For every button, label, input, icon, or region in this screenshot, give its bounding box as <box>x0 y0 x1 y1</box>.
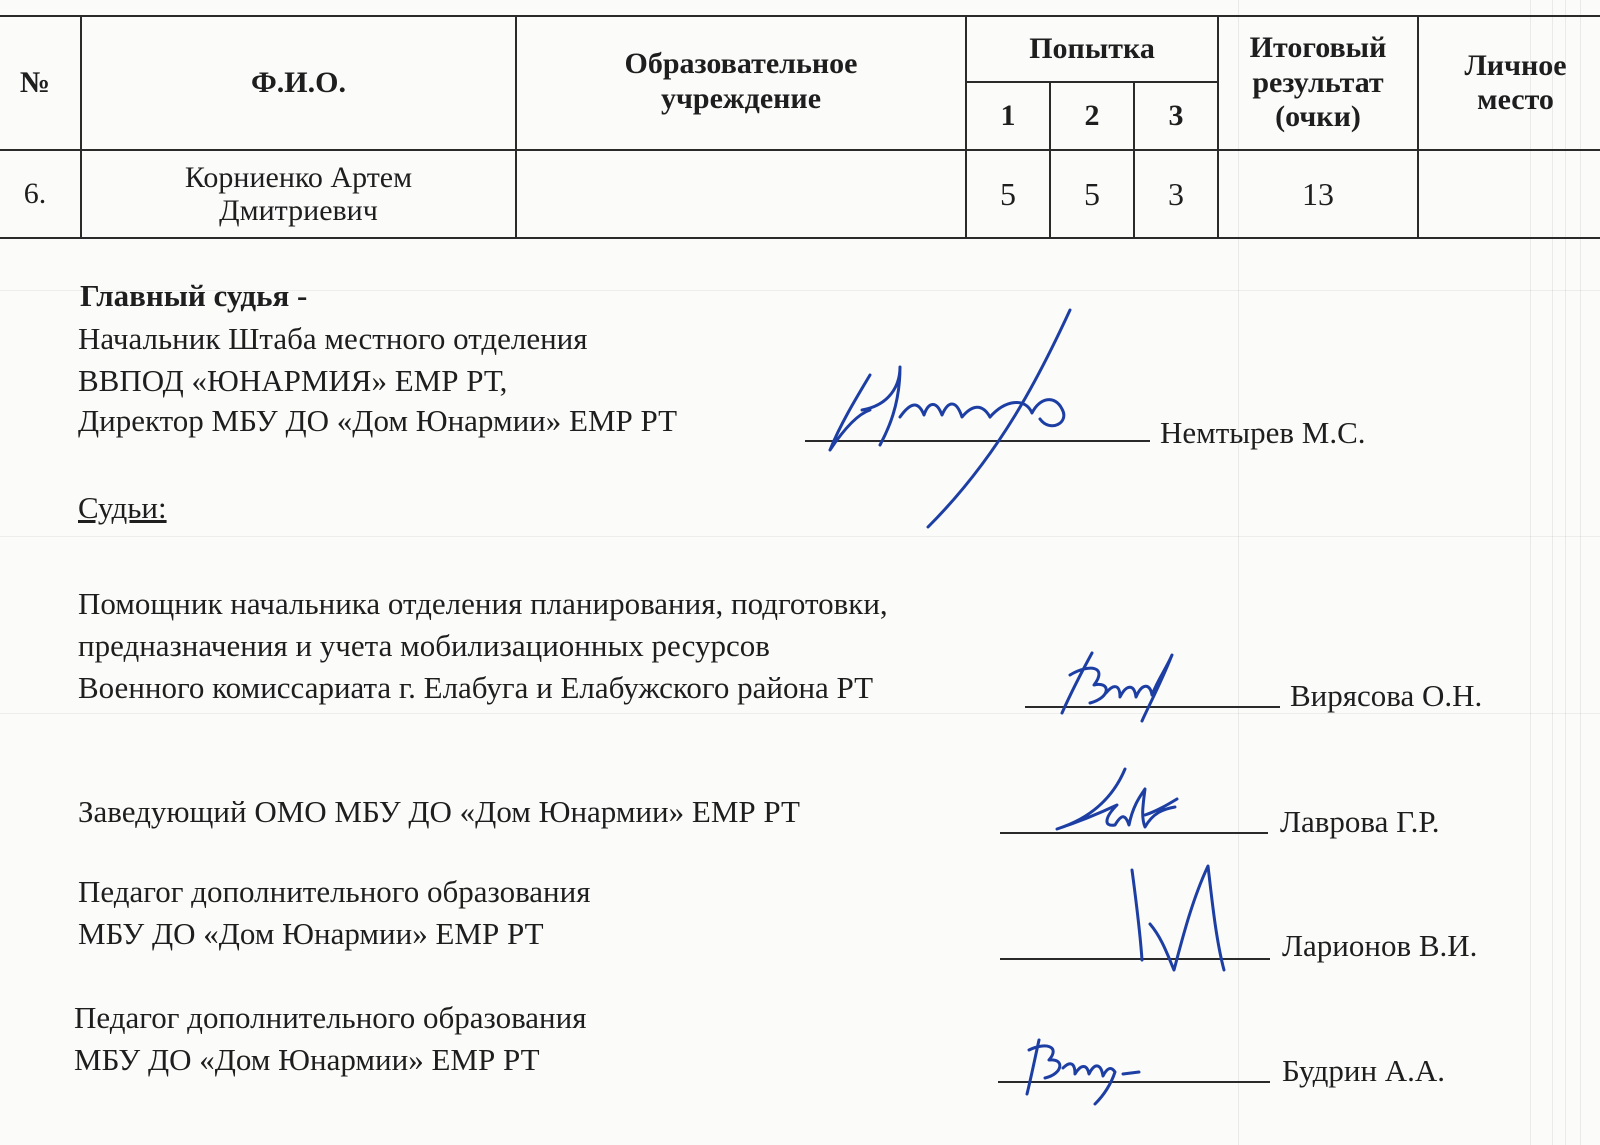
chief-judge-heading: Главный судья - <box>80 278 308 313</box>
attempt-3-score: 3 <box>1134 150 1218 238</box>
header-total: Итоговый результат (очки) <box>1218 16 1418 150</box>
judge-2-name: Лаврова Г.Р. <box>1280 804 1440 839</box>
judge-2-signature <box>1045 765 1185 845</box>
attempt-1-score: 5 <box>966 150 1050 238</box>
participant-name-line2: Дмитриевич <box>219 194 378 227</box>
participant-institution <box>516 150 966 238</box>
judge-2-title-line1: Заведующий ОМО МБУ ДО «Дом Юнармии» ЕМР РТ <box>78 794 800 829</box>
judge-1-title-line1: Помощник начальника отделения планирования, подготовки, <box>78 586 888 621</box>
header-institution: Образовательное учреждение <box>516 16 966 150</box>
judge-3-signature <box>1120 860 1240 990</box>
judge-3-title-line2: МБУ ДО «Дом Юнармии» ЕМР РТ <box>78 916 544 951</box>
personal-place <box>1418 150 1600 238</box>
total-score: 13 <box>1218 150 1418 238</box>
chief-judge-title-line2: ВВПОД «ЮНАРМИЯ» ЕМР РТ, <box>78 363 508 398</box>
row-number: 6. <box>0 150 81 238</box>
header-place: Личное место <box>1418 16 1600 150</box>
judge-4-title-line1: Педагог дополнительного образования <box>74 1000 587 1035</box>
chief-judge-signature <box>800 305 1100 535</box>
header-fio: Ф.И.О. <box>81 16 516 150</box>
participant-name <box>81 150 516 238</box>
judge-3-title-line1: Педагог дополнительного образования <box>78 874 591 909</box>
judges-heading: Судьи: <box>78 490 167 525</box>
attempt-2-score: 5 <box>1050 150 1134 238</box>
table-row <box>0 150 1600 238</box>
header-attempt: Попытка <box>966 16 1218 82</box>
judge-1-title-line2: предназначения и учета мобилизационных ресурсов <box>78 628 770 663</box>
judge-1-name: Вирясова О.Н. <box>1290 678 1483 713</box>
header-attempt-2: 2 <box>1050 82 1134 150</box>
judge-4-name: Будрин А.А. <box>1282 1053 1446 1088</box>
judge-4-title-line2: МБУ ДО «Дом Юнармии» ЕМР РТ <box>74 1042 540 1077</box>
participant-name-line1: Корниенко Артем <box>184 161 413 194</box>
results-table <box>0 15 1600 239</box>
chief-judge-title-line3: Директор МБУ ДО «Дом Юнармии» ЕМР РТ <box>78 403 678 438</box>
header-attempt-3: 3 <box>1134 82 1218 150</box>
judge-1-title-line3: Военного комиссариата г. Елабуга и Елабужского района РТ <box>78 670 874 705</box>
chief-judge-title-line1: Начальник Штаба местного отделения <box>78 321 588 356</box>
chief-judge-name: Немтырев М.С. <box>1160 415 1366 450</box>
judge-1-signature <box>1050 645 1180 725</box>
header-number: № <box>0 16 81 150</box>
judge-4-signature <box>1015 1028 1145 1108</box>
judge-3-name: Ларионов В.И. <box>1282 928 1478 963</box>
header-attempt-1: 1 <box>966 82 1050 150</box>
